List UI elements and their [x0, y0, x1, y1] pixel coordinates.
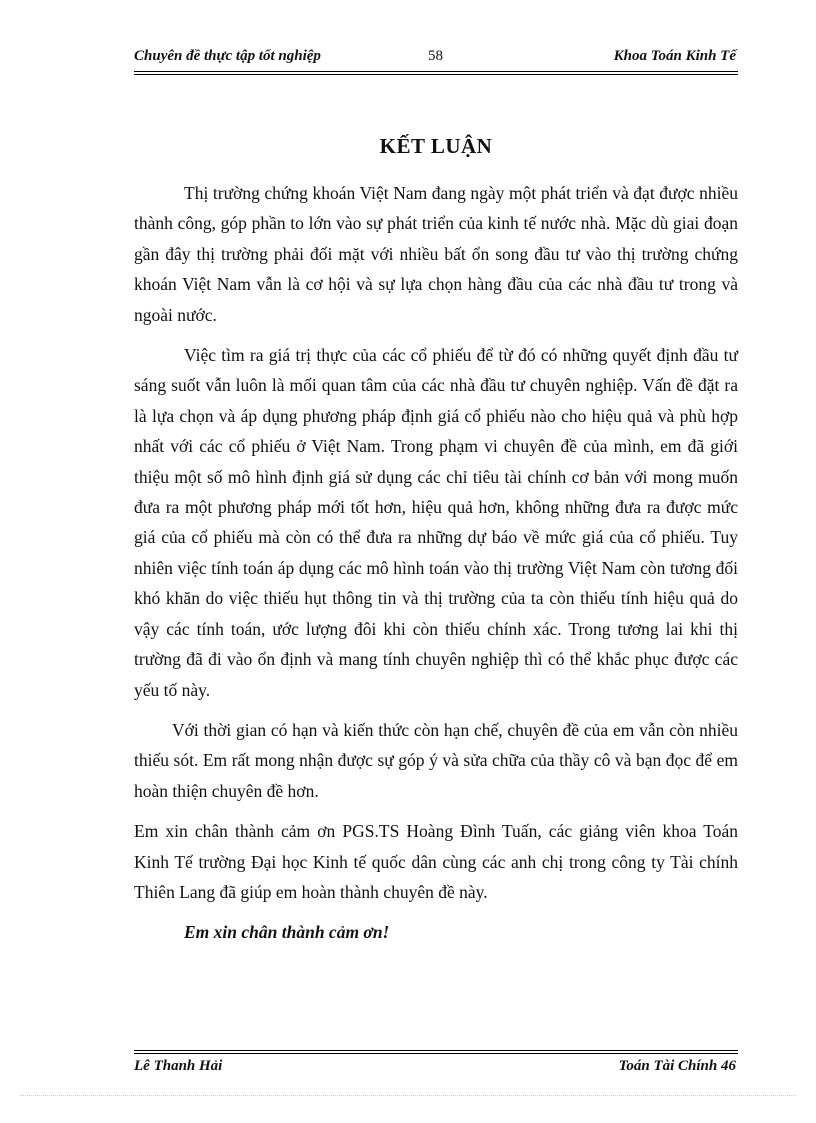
- paragraph-2: Việc tìm ra giá trị thực của các cổ phiếu để từ đó có những quyết định đầu tư sáng suốt vẫn luôn là mối quan tâm của các nhà đầu tư chuyên nghiệp. Vấn đề đặt ra là lựa chọn và áp dụng phương pháp định giá cổ phiếu nào cho hiệu quả và phù hợp nhất với các cổ phiếu ở Việt Nam. Trong phạm vi chuyên đề của mình, em đã giới thiệu một số mô hình định giá sử dụng các chỉ tiêu tài chính cơ bản với mong muốn đưa ra một phương pháp mới tốt hơn, hiệu quả hơn, không những đưa ra được mức giá của cổ phiếu mà còn có thể đưa ra những dự báo về mức giá của cổ phiếu. Tuy nhiên việc tính toán áp dụng các mô hình toán vào thị trường Việt Nam còn tương đối khó khăn do việc thiếu hụt thông tin và thị trường của ta còn thiếu tính hiệu quả do vậy các tính toán, ước lượng đôi khi còn thiếu chính xác. Trong tương lai khi thị trường đã đi vào ổn định và mang tính chuyên nghiệp thì có thể khắc phục được các yếu tố này.: [134, 345, 738, 700]
- page-footer: [134, 1058, 738, 1080]
- page-edge-divider: [20, 1095, 796, 1096]
- paragraph-1: Thị trường chứng khoán Việt Nam đang ngày một phát triển và đạt được nhiều thành công, góp phần to lớn vào sự phát triển của kinh tế nước nhà. Mặc dù giai đoạn gần đây thị trường phải đối mặt với nhiều bất ổn song đầu tư vào thị trường chứng khoán Việt Nam vẫn là cơ hội và sự lựa chọn hàng đầu của các nhà đầu tư trong và ngoài nước.: [134, 183, 738, 325]
- paragraph-3: Với thời gian có hạn và kiến thức còn hạn chế, chuyên đề của em vẫn còn nhiều thiếu sót. Em rất mong nhận được sự góp ý và sửa chữa của thầy cô và bạn đọc để em hoàn thiện chuyên đề hơn.: [134, 719, 738, 801]
- header-divider: [134, 71, 738, 75]
- page-title: KẾT LUẬN: [379, 134, 493, 158]
- footer-class: Toán Tài Chính 46: [618, 1058, 736, 1074]
- paragraph-4: Em xin chân thành cảm ơn PGS.TS Hoàng Đình Tuấn, các giảng viên khoa Toán Kinh Tế trường Đại học Kinh tế quốc dân cùng các anh chị trong công ty Tài chính Thiên Lang đã giúp em hoàn thành chuyên đề này.: [134, 821, 738, 902]
- page-number: 58: [428, 48, 443, 64]
- footer-author: Lê Thanh Hải: [134, 1058, 223, 1074]
- closing-thanks: Em xin chân thành cảm ơn!: [184, 922, 390, 943]
- header-document-type: Chuyên đề thực tập tốt nghiệp: [134, 48, 321, 64]
- header-faculty: Khoa Toán Kinh Tế: [613, 48, 736, 64]
- footer-divider: [134, 1050, 738, 1054]
- page-header: [134, 48, 738, 70]
- page-body: [134, 128, 738, 947]
